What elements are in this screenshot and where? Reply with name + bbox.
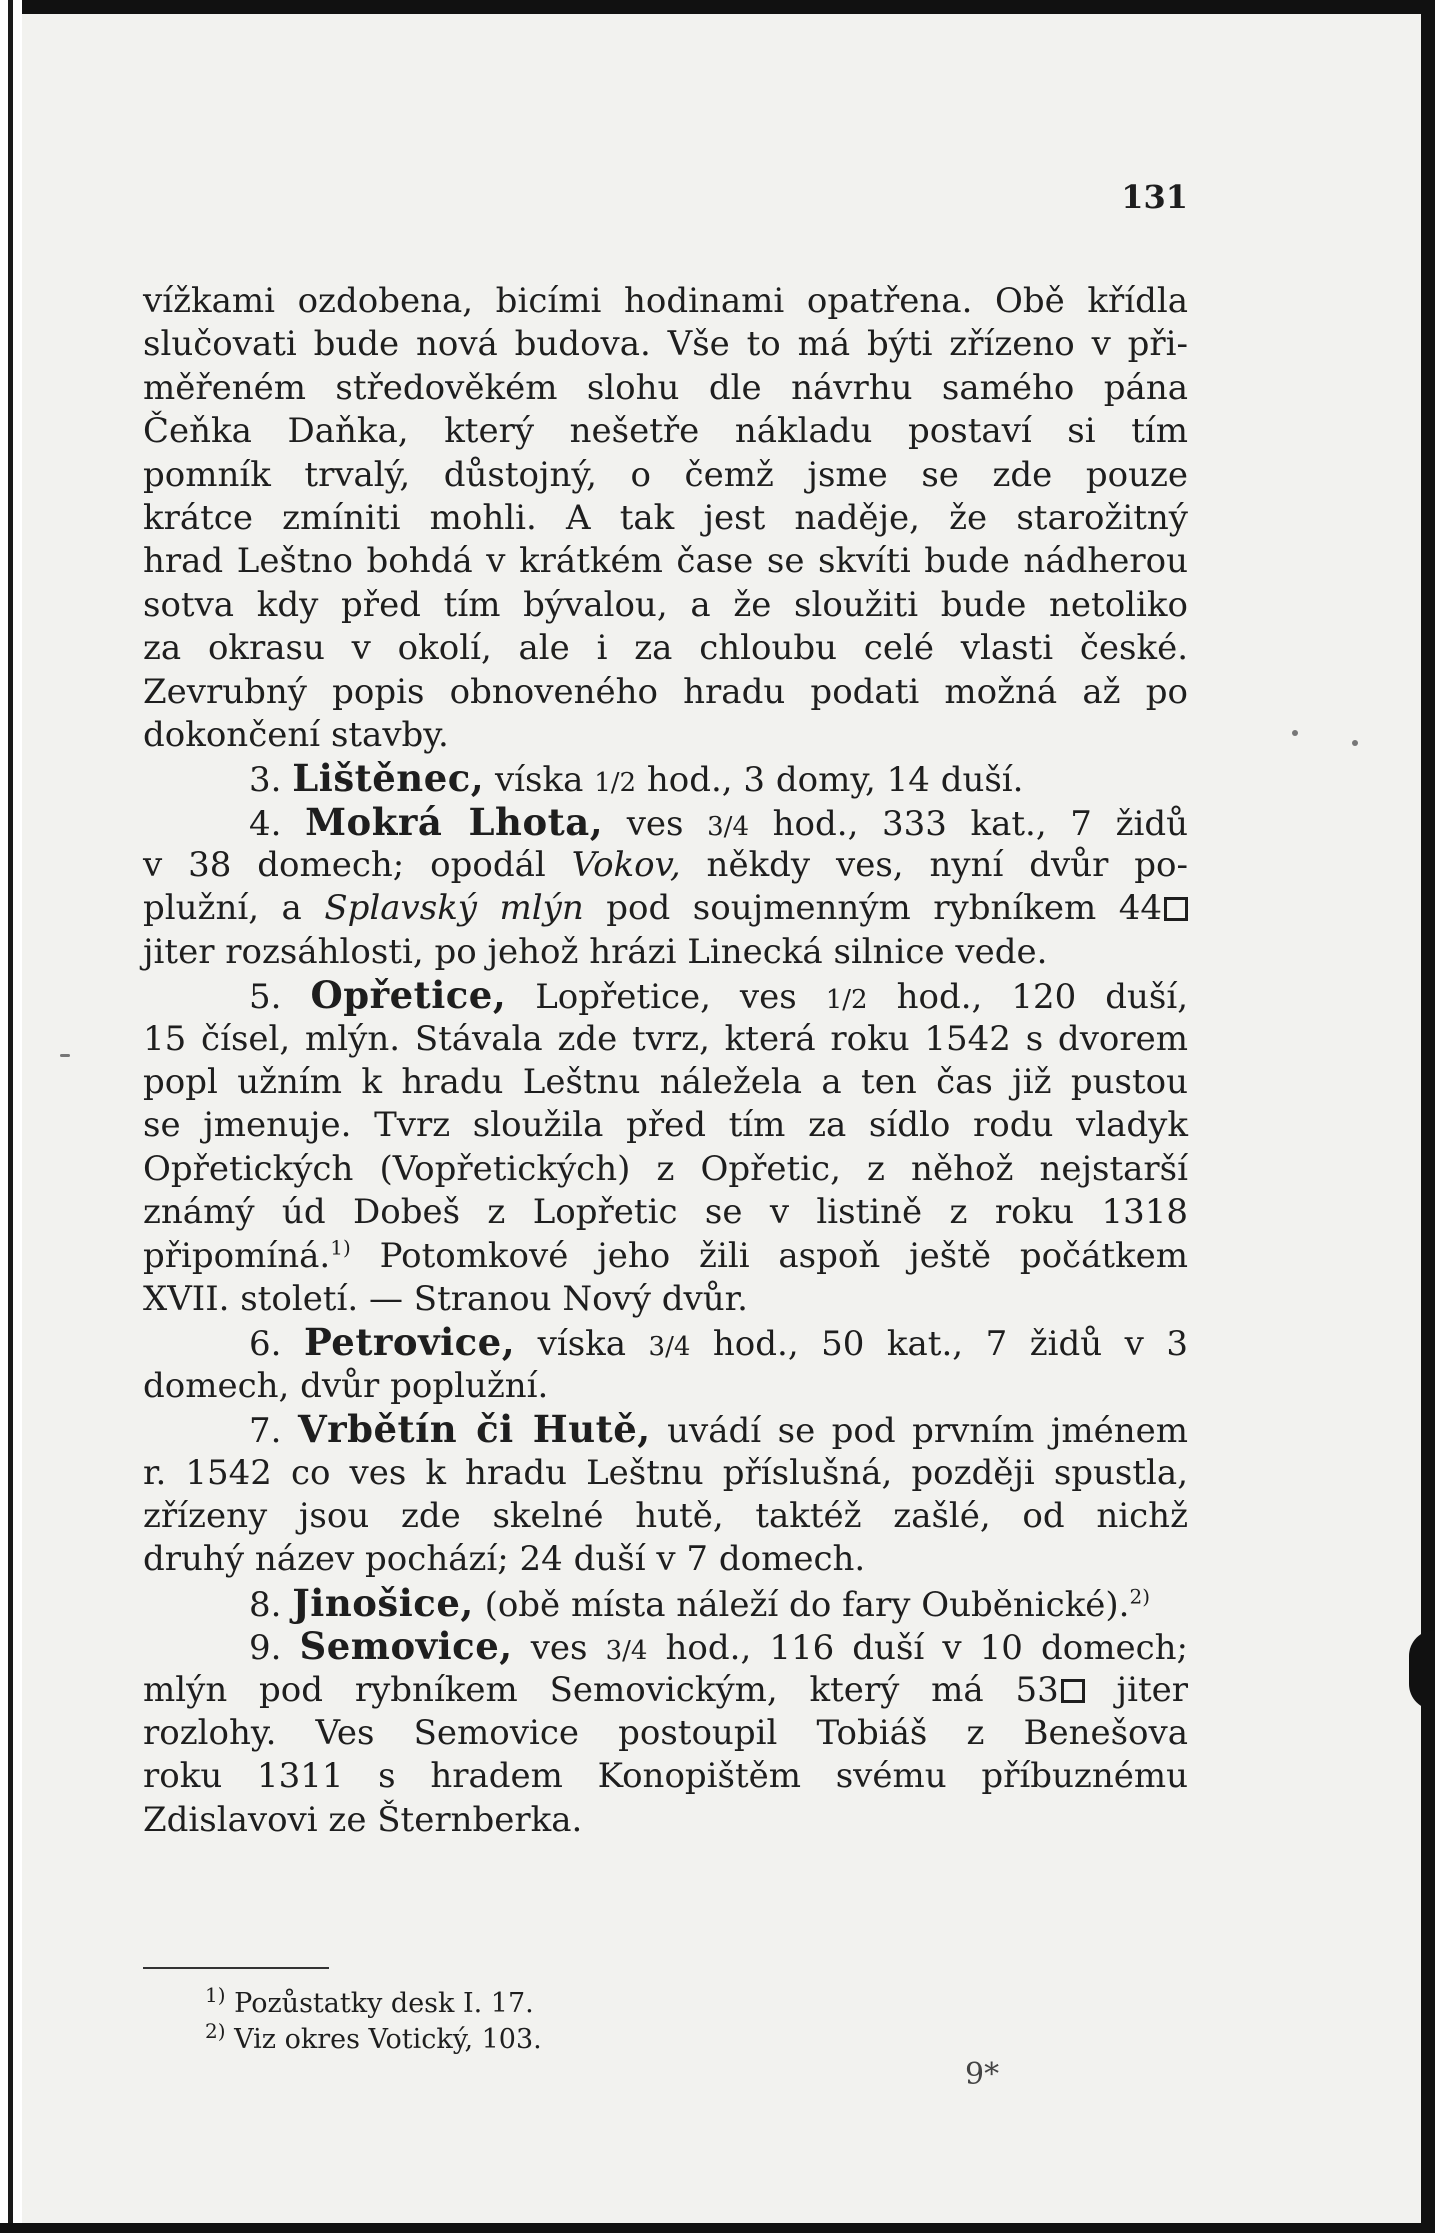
text-line: roku 1311 s hradem Konopištěm svému příbuznému bbox=[143, 1756, 1188, 1797]
speck bbox=[1292, 730, 1298, 736]
text-line: v 38 domech; opodál Vokov, někdy ves, nyní dvůr po- bbox=[143, 845, 1189, 886]
text-line: popl užním k hradu Leštnu náležela a ten čas již pustou bbox=[143, 1062, 1188, 1103]
entry-name: Lištěnec, bbox=[292, 756, 485, 801]
body-text bbox=[143, 280, 1188, 1842]
text-line: zřízeny jsou zde skelné hutě, taktéž zašlé, od nichž bbox=[143, 1495, 1188, 1536]
text-line: Zevrubný popis obnoveného hradu podati možná až po bbox=[143, 671, 1188, 712]
signature-mark: 9* bbox=[965, 2057, 1000, 2092]
text-line: rozlohy. Ves Semovice postoupil Tobiáš z Benešova bbox=[143, 1712, 1188, 1753]
speck bbox=[1352, 740, 1358, 746]
fraction: 3/4 bbox=[605, 1636, 648, 1667]
entry-9: 9. Semovice, ves 3/4 hod., 116 duší v 10 domech; bbox=[249, 1624, 1188, 1669]
text-line: slučovati bude nová budova. Vše to má býti zřízeno v při- bbox=[143, 324, 1188, 365]
fraction: 3/4 bbox=[648, 1332, 691, 1363]
entry-4: 4. Mokrá Lhota, ves 3/4 hod., 333 kat., 7 židů bbox=[249, 799, 1189, 844]
entry-name: Opřetice, bbox=[310, 973, 507, 1018]
entry-8: 8. Jinošice, (obě místa náleží do fary Ouběnické).$^{2)}$ bbox=[249, 1580, 1151, 1625]
entry-name: Semovice, bbox=[299, 1624, 513, 1669]
text-line: domech, dvůr poplužní. bbox=[143, 1365, 549, 1406]
text-line: měřeném středověkém slohu dle návrhu samého pána bbox=[143, 367, 1188, 408]
text-line: hrad Leštno bohdá v krátkém čase se skvíti bude nádherou bbox=[143, 541, 1188, 582]
text-line: připomíná.$^{1)}$ Potomkové jeho žili aspoň ještě počátkem bbox=[143, 1235, 1188, 1276]
text-line: r. 1542 co ves k hradu Leštnu příslušná, později spustla, bbox=[143, 1452, 1188, 1493]
text-line: Opřetických (Vopřetických) z Opřetic, z něhož nejstarší bbox=[143, 1148, 1188, 1189]
fraction: 1/2 bbox=[594, 768, 637, 799]
fraction: 1/2 bbox=[825, 985, 868, 1016]
entry-name: Jinošice, bbox=[292, 1580, 474, 1625]
text-line: Čeňka Daňka, který nešetře nákladu postaví si tím bbox=[143, 411, 1188, 452]
scan-right-border bbox=[1421, 0, 1435, 2233]
footnote-rule bbox=[143, 1967, 329, 1969]
text-line: sotva kdy před tím bývalou, a že sloužiti bude netoliko bbox=[143, 584, 1188, 625]
entry-name: Mokrá Lhota, bbox=[305, 799, 604, 844]
page-number: 131 bbox=[1121, 178, 1188, 216]
entry-name: Petrovice, bbox=[303, 1320, 516, 1365]
footnote-ref: 2) bbox=[1129, 1584, 1151, 1609]
text-line: pomník trvalý, důstojný, o čemž jsme se zde pouze bbox=[143, 454, 1188, 495]
entry-5: 5. Opřetice, Lopřetice, ves 1/2 hod., 120 duší, bbox=[249, 973, 1189, 1018]
scan-binding-shadow bbox=[1409, 1630, 1435, 1710]
text-line: jiter rozsáhlosti, po jehož hrázi Linecká silnice vede. bbox=[143, 931, 1048, 972]
text-line: druhý název pochází; 24 duší v 7 domech. bbox=[143, 1539, 866, 1580]
square-unit-icon bbox=[1061, 1679, 1085, 1703]
square-unit-icon bbox=[1164, 897, 1188, 921]
footnote-ref: 1) bbox=[330, 1235, 351, 1260]
footnote-2: $^{2)}$ Viz okres Votický, 103. bbox=[205, 2019, 542, 2055]
text-line: mlýn pod rybníkem Semovickým, který má 53 jiter bbox=[143, 1669, 1188, 1710]
entry-7: 7. Vrbětín či Hutě, uvádí se pod prvním jménem bbox=[249, 1407, 1189, 1452]
scan-bottom-border bbox=[0, 2223, 1435, 2233]
text-line: plužní, a Splavský mlýn pod soujmenným rybníkem 44 bbox=[143, 887, 1188, 930]
text-line: dokončení stavby. bbox=[143, 714, 449, 755]
entry-name: Vrbětín či Hutě, bbox=[297, 1407, 651, 1452]
text-line: XVII. století. — Stranou Nový dvůr. bbox=[143, 1278, 748, 1319]
entry-6: 6. Petrovice, víska 3/4 hod., 50 kat., 7 židů v 3 bbox=[249, 1320, 1189, 1365]
text-line: 15 čísel, mlýn. Stávala zde tvrz, která roku 1542 s dvorem bbox=[143, 1018, 1188, 1059]
fraction: 3/4 bbox=[707, 811, 749, 842]
speck bbox=[60, 1054, 70, 1057]
text-line: za okrasu v okolí, ale i za chloubu celé vlasti české. bbox=[143, 628, 1188, 669]
text-line: Zdislavovi ze Šternberka. bbox=[143, 1799, 583, 1840]
scan-top-border bbox=[0, 0, 1435, 14]
scan-left-border bbox=[0, 0, 22, 2233]
entry-3: 3. Lištěnec, víska 1/2 hod., 3 domy, 14 duší. bbox=[249, 756, 1024, 801]
text-line: známý úd Dobeš z Lopřetic se v listině z roku 1318 bbox=[143, 1192, 1188, 1233]
text-line: krátce zmíniti mohli. A tak jest naděje, že starožitný bbox=[143, 497, 1188, 538]
text-line: se jmenuje. Tvrz sloužila před tím za sídlo rodu vladyk bbox=[143, 1105, 1188, 1146]
footnote-1: $^{1)}$ Pozůstatky desk I. 17. bbox=[205, 1983, 534, 2019]
text-line: vížkami ozdobena, bicími hodinami opatřena. Obě křídla bbox=[143, 281, 1188, 321]
